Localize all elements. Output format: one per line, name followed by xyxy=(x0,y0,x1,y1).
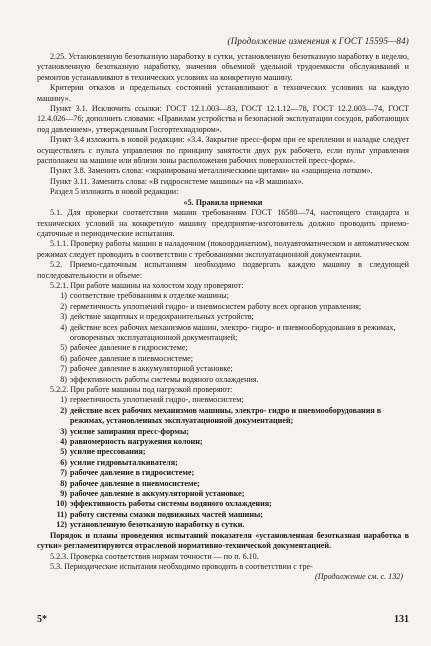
paragraph: 2.25. Установленную безотказную наработку в сутки, установленную безотказную наработку в неделю, установленную безотказную наработку, значения объемной удельной трудоемкости обслуживаний и ремонтов устанавливают в технических условиях на конкретную машину. xyxy=(37,52,409,82)
list-item: 9) рабочее давление в аккумуляторной установке; xyxy=(60,489,245,499)
idle-checks-list xyxy=(37,291,409,385)
list-item: 8) эффективность работы системы водяного охлаждения. xyxy=(60,374,259,384)
list-item: 3) усилие запирания пресс-формы; xyxy=(60,426,189,436)
list-item: 2) герметичность уплотнений гидро- и пневмосистем работу всех органов управления; xyxy=(60,301,362,311)
paragraph: Критерии отказов и предельных состояний устанавливают в технических условиях на каждую машину». xyxy=(37,83,409,103)
list-item: 1) герметичность уплотнений гидро-, пневмосистем; xyxy=(60,395,244,405)
list-item: 8) рабочее давление в пневмосистеме; xyxy=(60,478,200,488)
list-item: 4) действие всех рабочих механизмов машин, электро- гидро- и пневмооборудования в режимах, оговоренных эксплуатационной документацией; xyxy=(60,322,396,342)
bottom-paragraphs xyxy=(37,531,409,573)
list-item: 12) установленную безотказную наработку в сутки. xyxy=(56,520,245,530)
list-item: 2) действие всех рабочих механизмов машины, электро- гидро и пневмооборудования в режимах, установленных эксплуатационной документацией; xyxy=(60,405,382,426)
list-item: 5) усилие прессования; xyxy=(60,447,146,457)
load-checks-list xyxy=(37,395,409,530)
list-item: 10) эффективность работы системы водяного охлаждения; xyxy=(56,499,272,509)
paragraph: 5.1. Для проверки соответствия машин требованиям ГОСТ 16580—74, настоящего стандарта и технических условий на конкретную машину предприятие-изготовитель должно проводить приемо-сдаточные и периодические испытания. xyxy=(37,208,409,238)
paragraph: 5.2. Приемо-сдаточным испытаниям необходимо подвергать каждую машину в следующей последовательности и объеме: xyxy=(37,260,409,280)
paragraph: Пункт 3.8. Заменить слова: «экранирована металлическими щитами» на «защищена лотком». xyxy=(50,166,373,176)
signature-mark: 5* xyxy=(37,613,47,625)
paragraph: Пункт 3.4 изложить в новой редакции: «3.4. Закрытие пресс-форм при ее креплении и наладке следует осуществлять с пульта управления по принципу занятости двух рук рабочего, если пульт управления расположен на машине или вблизи зоны расположения рабочих поверхностей пресс-форм». xyxy=(37,135,409,166)
list-item: 7) рабочее давление в гидросистеме; xyxy=(60,468,195,478)
mid-paragraphs xyxy=(37,208,409,291)
list-item: 11) работу системы смазки подвижных частей машины; xyxy=(56,509,264,519)
paragraph: 5.2.3. Проверка соответствия нормам точности — по п. 6.10. xyxy=(50,551,259,561)
paragraph: Порядок и планы проведения испытаний показателя «установленная безотказная наработка в сутки» регламентируются отраслевой нормативно-технической документацией. xyxy=(37,530,409,551)
list-item: 5) рабочее давление в гидросистеме; xyxy=(60,343,188,353)
paragraph: 5.3. Периодические испытания необходимо проводить в соответствии с тре- xyxy=(50,561,313,571)
section-title: «5. Правила приемки xyxy=(183,197,263,207)
paragraph: 5.2.2. При работе машины под нагрузкой проверяют: xyxy=(50,385,233,394)
list-item: 1) соответствие требованиям к отделке машины; xyxy=(60,291,229,301)
list-item: 4) равномерность нагружения колонн; xyxy=(60,437,203,447)
paragraph: Пункт 3.1. Исключить ссылки: ГОСТ 12.1.003—83, ГОСТ 12.1.12—78, ГОСТ 12.2.003—74, ГОСТ 12.4.026—76; дополнить словами: «Правилам устройства и безопасной эксплуатации сосудов, работающих под давлением», утвержденным Госгортехнадзором». xyxy=(37,104,409,134)
list-item: 6) усилие гидровыталкивателя; xyxy=(60,457,178,467)
page-footer xyxy=(37,615,409,625)
page-number: 131 xyxy=(394,613,409,625)
continuation-note: (Продолжение см. с. 132) xyxy=(315,572,403,582)
paragraph: 5.2.1. При работе машины на холостом ходу проверяют: xyxy=(50,280,244,290)
list-item: 3) действие защитных и предохранительных устройств; xyxy=(60,312,254,322)
continuation-header: (Продолжение изменения к ГОСТ 15595—84) xyxy=(227,36,409,46)
paragraph: Раздел 5 изложить в новой редакции: xyxy=(50,187,179,197)
top-paragraphs xyxy=(37,52,409,198)
paragraph: 5.1.1. Проверку работы машин в наладочном (покоординатном), полуавтоматическом и автоматическом режимах следует проводить в соответствии с требованиями эксплуатационной документации. xyxy=(37,239,409,259)
list-item: 6) рабочее давление в пневмосистеме; xyxy=(60,353,193,363)
paragraph: Пункт 3.11. Заменить слова: «В гидросистеме машины» на «В машинах». xyxy=(50,176,304,186)
list-item: 7) рабочее давление в аккумуляторной установке; xyxy=(60,364,233,374)
